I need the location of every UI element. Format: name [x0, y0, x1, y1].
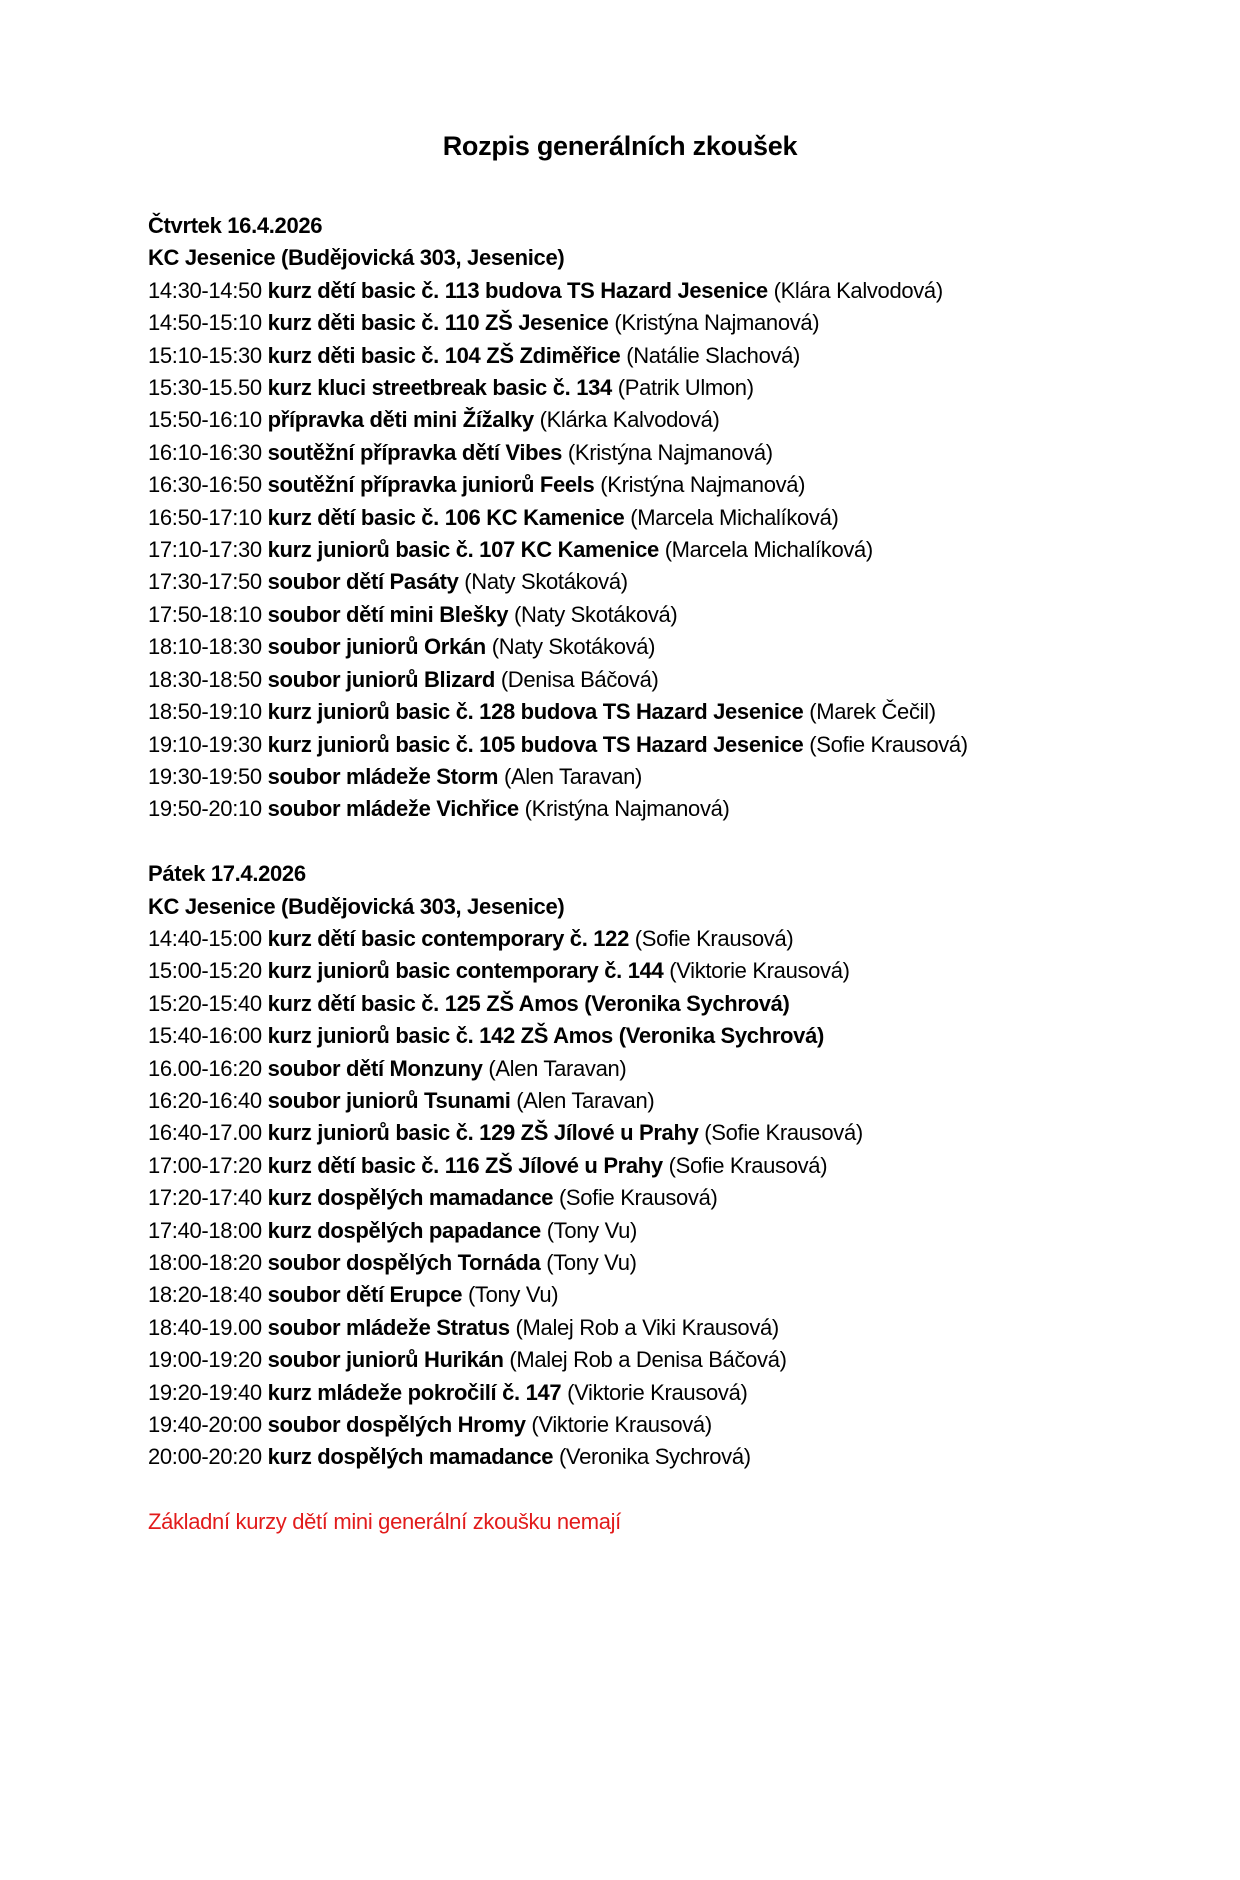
schedule-entry	[148, 1279, 1092, 1311]
schedule-entry	[148, 566, 1092, 598]
entry-time: 19:40-20:00	[148, 1412, 262, 1438]
schedule-entry	[148, 1312, 1092, 1344]
entry-person: (Kristýna Najmanová)	[567, 439, 773, 465]
entry-activity: soubor dětí Monzuny	[267, 1055, 483, 1081]
schedule-entry	[148, 988, 1092, 1020]
schedule-entry	[148, 404, 1092, 436]
schedule-entry	[148, 275, 1092, 307]
schedule-entry	[148, 761, 1092, 793]
schedule-entry	[148, 307, 1092, 339]
entry-person: (Naty Skotáková)	[491, 634, 656, 660]
schedule-entry	[148, 631, 1092, 663]
entry-person: (Marcela Michalíková)	[630, 504, 839, 530]
schedule-entry	[148, 1020, 1092, 1052]
entry-person: (Kristýna Najmanová)	[614, 310, 820, 336]
entry-time: 19:10-19:30	[148, 731, 262, 757]
entry-person: (Sofie Krausová)	[634, 925, 794, 951]
entry-time: 16:10-16:30	[148, 439, 262, 465]
entry-activity: kurz dětí basic č. 125 ZŠ Amos	[267, 990, 579, 1016]
entry-time: 19:00-19:20	[148, 1347, 262, 1373]
entry-person: (Tony Vu)	[546, 1249, 637, 1275]
schedule-entry	[148, 793, 1092, 825]
entry-person: (Alen Taravan)	[488, 1055, 627, 1081]
entry-time: 15:50-16:10	[148, 407, 262, 433]
schedule-entry	[148, 729, 1092, 761]
entry-activity: soubor dětí Pasáty	[267, 569, 459, 595]
entry-person: (Veronika Sychrová)	[618, 1023, 824, 1049]
entry-person: (Tony Vu)	[546, 1217, 638, 1243]
entry-activity: soubor mládeže Vichřice	[267, 796, 519, 822]
section-day: Pátek 17.4.2026	[148, 861, 306, 887]
entry-person: (Naty Skotáková)	[464, 569, 628, 595]
entry-activity: soubor mládeže Stratus	[267, 1314, 510, 1340]
schedule-entry	[148, 599, 1092, 631]
entry-activity: kurz mládeže pokročilí č. 147	[267, 1379, 562, 1405]
entry-person: (Malej Rob a Viki Krausová)	[515, 1314, 779, 1340]
entry-activity: soubor mládeže Storm	[267, 763, 499, 789]
entry-time: 17:50-18:10	[148, 601, 262, 627]
document-page	[0, 126, 1240, 1880]
entry-time: 17:00-17:20	[148, 1152, 262, 1178]
entry-time: 19:20-19:40	[148, 1379, 262, 1405]
entry-activity: kurz děti basic č. 104 ZŠ Zdiměřice	[267, 342, 621, 368]
entry-activity: přípravka děti mini Žížalky	[267, 407, 534, 433]
entry-time: 19:50-20:10	[148, 796, 262, 822]
entry-activity: kurz juniorů basic č. 129 ZŠ Jílové u Prahy	[267, 1120, 699, 1146]
entry-activity: soutěžní přípravka juniorů Feels	[267, 472, 595, 498]
entry-person: (Kristýna Najmanová)	[600, 472, 806, 498]
entry-activity: kurz juniorů basic contemporary č. 144	[267, 958, 664, 984]
schedule-entry	[148, 534, 1092, 566]
entry-activity: kurz juniorů basic č. 107 KC Kamenice	[267, 537, 659, 563]
schedule-entry	[148, 372, 1092, 404]
entry-time: 16:20-16:40	[148, 1087, 262, 1113]
entry-time: 18:20-18:40	[148, 1282, 262, 1308]
entry-activity: kurz juniorů basic č. 142 ZŠ Amos	[267, 1023, 613, 1049]
entry-time: 16:40-17.00	[148, 1120, 262, 1146]
entry-person: (Tony Vu)	[467, 1282, 559, 1308]
entry-person: (Sofie Krausová)	[668, 1152, 828, 1178]
entry-person: (Sofie Krausová)	[704, 1120, 863, 1146]
entry-person: (Viktorie Krausová)	[531, 1412, 712, 1438]
entry-activity: kurz dětí basic č. 113 budova TS Hazard Jesenice	[267, 277, 768, 303]
entry-activity: soubor dětí Erupce	[267, 1282, 463, 1308]
schedule-entry	[148, 1085, 1092, 1117]
schedule-entry	[148, 1409, 1092, 1441]
entry-time: 18:40-19.00	[148, 1314, 262, 1340]
entry-activity: soubor juniorů Blizard	[267, 666, 496, 692]
entry-activity: soubor juniorů Orkán	[267, 634, 486, 660]
entry-person: (Patrik Ulmon)	[617, 375, 754, 401]
entry-time: 16:50-17:10	[148, 504, 262, 530]
document-title: Rozpis generálních zkoušek	[442, 131, 798, 161]
entry-time: 16:30-16:50	[148, 472, 262, 498]
entry-activity: kurz kluci streetbreak basic č. 134	[267, 375, 612, 401]
section-day: Čtvrtek 16.4.2026	[148, 213, 323, 238]
entry-activity: soubor juniorů Tsunami	[267, 1087, 511, 1113]
schedule-entry	[148, 1215, 1092, 1247]
entry-activity: kurz juniorů basic č. 128 budova TS Hazard Jesenice	[267, 699, 804, 725]
entry-person: (Natálie Slachová)	[626, 342, 801, 368]
entry-time: 14:40-15:00	[148, 925, 262, 951]
entry-time: 18:50-19:10	[148, 699, 262, 725]
schedule-entry	[148, 1117, 1092, 1149]
schedule	[148, 210, 1092, 1474]
entry-time: 15:10-15:30	[148, 342, 262, 368]
entry-activity: kurz juniorů basic č. 105 budova TS Hazard Jesenice	[267, 731, 804, 757]
entry-person: (Klára Kalvodová)	[773, 277, 943, 303]
entry-activity: kurz děti basic č. 110 ZŠ Jesenice	[267, 310, 609, 336]
entry-time: 17:20-17:40	[148, 1185, 262, 1211]
entry-time: 18:10-18:30	[148, 634, 262, 660]
entry-time: 15:40-16:00	[148, 1023, 262, 1049]
entry-person: (Alen Taravan)	[503, 763, 643, 789]
entry-person: (Veronika Sychrová)	[584, 990, 790, 1016]
entry-activity: soutěžní přípravka dětí Vibes	[267, 439, 563, 465]
entry-activity: soubor juniorů Hurikán	[267, 1347, 504, 1373]
schedule-entry	[148, 1247, 1092, 1279]
entry-person: (Malej Rob a Denisa Báčová)	[509, 1347, 787, 1373]
entry-activity: kurz dětí basic contemporary č. 122	[267, 925, 629, 951]
entry-time: 16.00-16:20	[148, 1055, 262, 1081]
entry-person: (Marek Čečil)	[809, 699, 936, 725]
schedule-entry	[148, 1377, 1092, 1409]
entry-person: (Alen Taravan)	[516, 1087, 655, 1113]
section	[148, 210, 1092, 826]
entry-person: (Kristýna Najmanová)	[524, 796, 730, 822]
entry-person: (Viktorie Krausová)	[567, 1379, 748, 1405]
entry-activity: kurz dospělých papadance	[267, 1217, 541, 1243]
section-venue: KC Jesenice (Budějovická 303, Jesenice)	[148, 245, 565, 271]
entry-person: (Denisa Báčová)	[500, 666, 659, 692]
entry-activity: kurz dospělých mamadance	[267, 1444, 554, 1470]
entry-person: (Veronika Sychrová)	[558, 1444, 751, 1470]
schedule-entry	[148, 1441, 1092, 1473]
schedule-entry	[148, 1150, 1092, 1182]
entry-activity: soubor dětí mini Blešky	[267, 601, 509, 627]
schedule-entry	[148, 1182, 1092, 1214]
schedule-entry	[148, 664, 1092, 696]
entry-activity: kurz dětí basic č. 116 ZŠ Jílové u Prahy	[267, 1152, 663, 1178]
entry-time: 14:50-15:10	[148, 310, 262, 336]
entry-person: (Sofie Krausová)	[558, 1185, 718, 1211]
section	[148, 858, 1092, 1474]
entry-time: 15:20-15:40	[148, 990, 262, 1016]
entry-time: 15:00-15:20	[148, 958, 262, 984]
entry-time: 19:30-19:50	[148, 763, 262, 789]
entry-time: 18:30-18:50	[148, 666, 262, 692]
entry-person: (Sofie Krausová)	[809, 731, 968, 757]
schedule-entry	[148, 469, 1092, 501]
entry-person: (Klárka Kalvodová)	[539, 407, 720, 433]
schedule-entry	[148, 923, 1092, 955]
schedule-entry	[148, 696, 1092, 728]
footnote: Základní kurzy dětí mini generální zkoušku nemají	[148, 1509, 621, 1535]
entry-time: 17:40-18:00	[148, 1217, 262, 1243]
section-venue: KC Jesenice (Budějovická 303, Jesenice)	[148, 893, 565, 919]
schedule-entry	[148, 1053, 1092, 1085]
entry-time: 20:00-20:20	[148, 1444, 262, 1470]
entry-time: 15:30-15.50	[148, 375, 262, 401]
entry-activity: kurz dospělých mamadance	[267, 1185, 554, 1211]
entry-time: 17:10-17:30	[148, 537, 262, 563]
entry-person: (Viktorie Krausová)	[669, 958, 850, 984]
entry-activity: soubor dospělých Tornáda	[267, 1249, 541, 1275]
entry-time: 14:30-14:50	[148, 277, 262, 303]
entry-time: 18:00-18:20	[148, 1249, 262, 1275]
schedule-entry	[148, 1344, 1092, 1376]
entry-activity: soubor dospělých Hromy	[267, 1412, 526, 1438]
schedule-entry	[148, 437, 1092, 469]
entry-person: (Marcela Michalíková)	[664, 537, 873, 563]
schedule-entry	[148, 502, 1092, 534]
schedule-entry	[148, 955, 1092, 987]
entry-time: 17:30-17:50	[148, 569, 262, 595]
entry-activity: kurz dětí basic č. 106 KC Kamenice	[267, 504, 625, 530]
entry-person: (Naty Skotáková)	[513, 601, 678, 627]
schedule-entry	[148, 340, 1092, 372]
